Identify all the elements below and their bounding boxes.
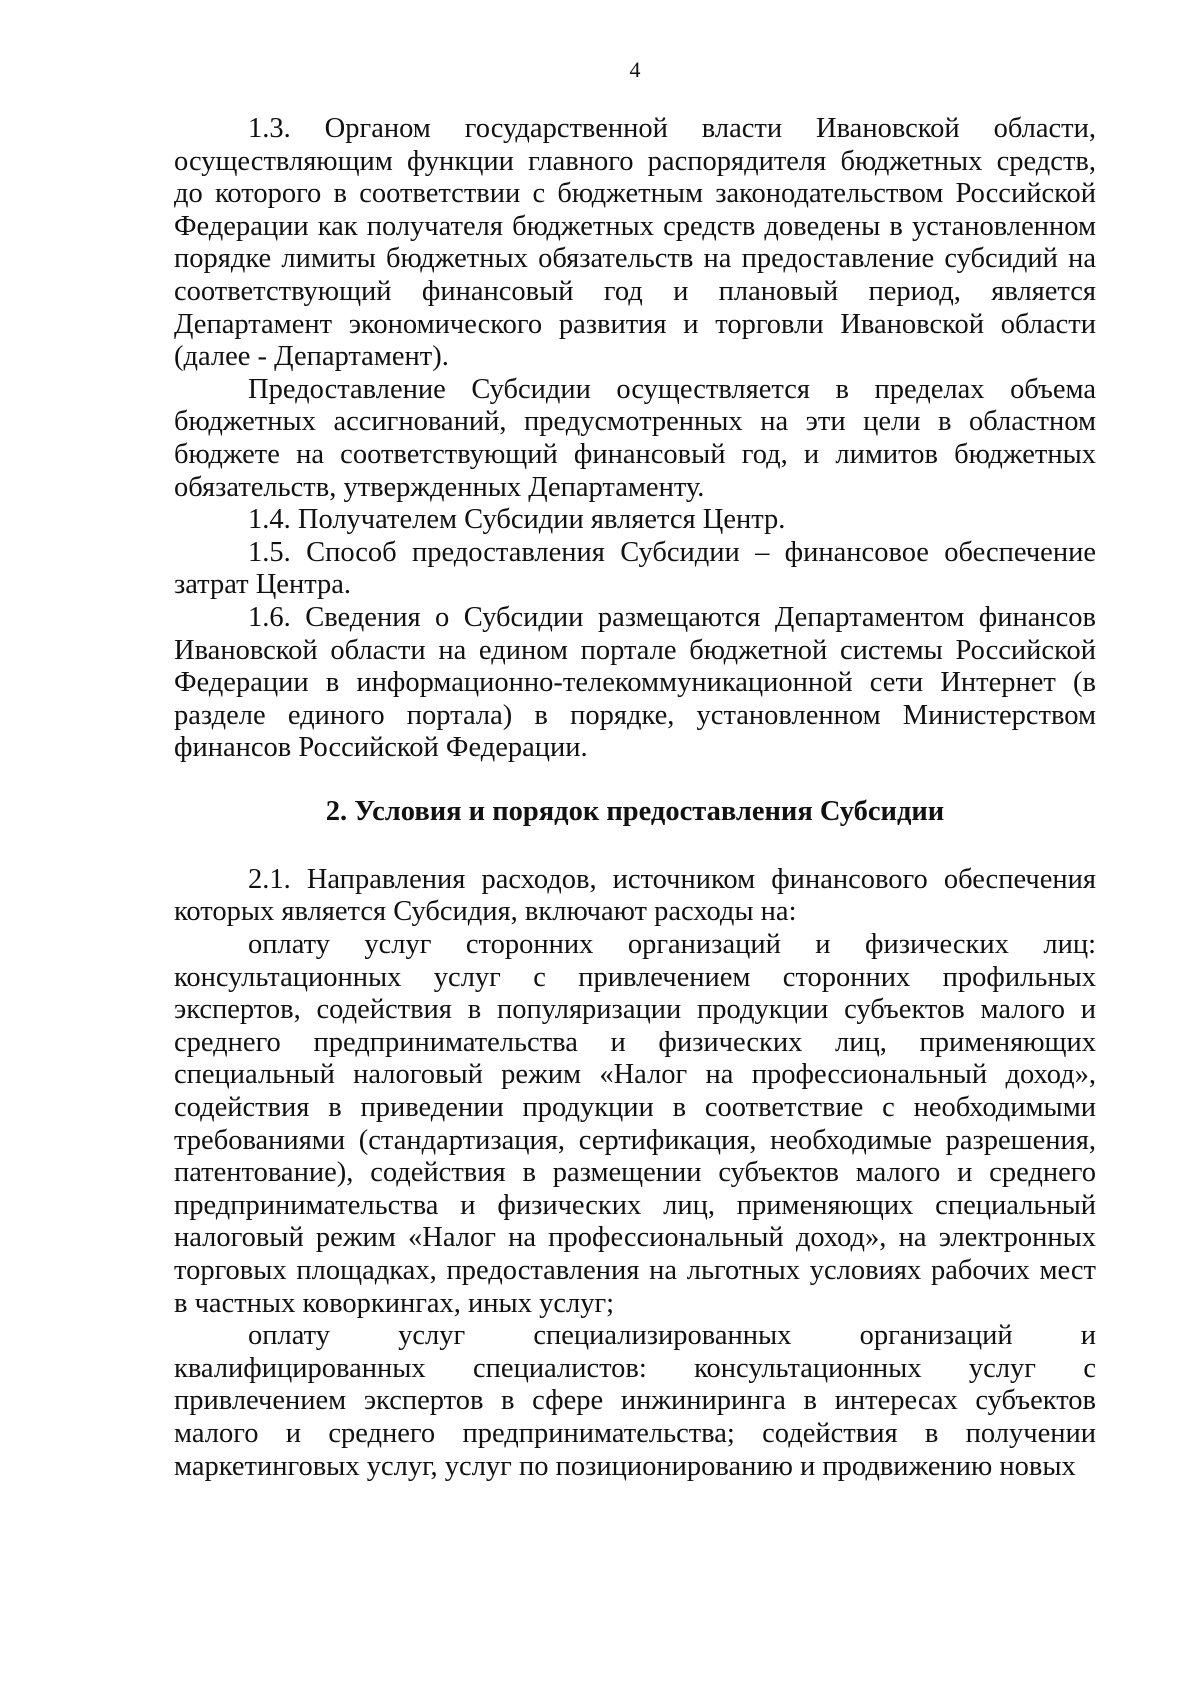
paragraph-1-5: 1.5. Способ предоставления Субсидии – финансовое обеспечение затрат Центра. (174, 536, 1096, 601)
section-2-heading: 2. Условия и порядок предоставления Субсидии (325, 795, 945, 827)
paragraph-1-6: 1.6. Сведения о Субсидии размещаются Департаментом финансов Ивановской области на едином портале бюджетной системы Российской Федерации в информационно-телекоммуникационной сети Интернет (в разделе единого портала) в порядке, установленном Министерством финансов Российской Федерации. (174, 601, 1096, 764)
paragraph-1-4: 1.4. Получателем Субсидии является Центр. (248, 504, 786, 536)
document-body (174, 113, 1096, 1483)
paragraph-third-party-services: оплату услуг сторонних организаций и физических лиц: консультационных услуг с привлечением сторонних профильных экспертов, содействия в популяризации продукции субъектов малого и среднего предпринимательства и физических лиц, применяющих специальный налоговый режим «Налог на профессиональный доход», содействия в приведении продукции в соответствие с необходимыми требованиями (стандартизация, сертификация, необходимые разрешения, патентование), содействия в размещении субъектов малого и среднего предпринимательства и физических лиц, применяющих специальный налоговый режим «Налог на профессиональный доход», на электронных торговых площадках, предоставления на льготных условиях рабочих мест в частных коворкингах, иных услуг; (174, 929, 1096, 1319)
page-number: 4 (629, 57, 641, 82)
paragraph-1-3: 1.3. Органом государственной власти Ивановской области, осуществляющим функции главного распорядителя бюджетных средств, до которого в соответствии с бюджетным законодательством Российской Федерации как получателя бюджетных средств доведены в установленном порядке лимиты бюджетных обязательств на предоставление субсидий на соответствующий финансовый год и плановый период, является Департамент экономического развития и торговли Ивановской области (далее - Департамент). (174, 113, 1096, 373)
paragraph-specialized-services: оплату услуг специализированных организаций и квалифицированных специалистов: консультационных услуг с привлечением экспертов в сфере инжиниринга в интересах субъектов малого и среднего предпринимательства; содействия в получении маркетинговых услуг, услуг по позиционированию и продвижению новых (174, 1320, 1096, 1482)
paragraph-2-1: 2.1. Направления расходов, источником финансового обеспечения которых является Субсидия, включают расходы на: (174, 863, 1096, 928)
paragraph-subsidy-limits: Предоставление Субсидии осуществляется в пределах объема бюджетных ассигнований, предусмотренных на эти цели в областном бюджете на соответствующий финансовый год, и лимитов бюджетных обязательств, утвержденных Департаменту. (174, 373, 1096, 503)
